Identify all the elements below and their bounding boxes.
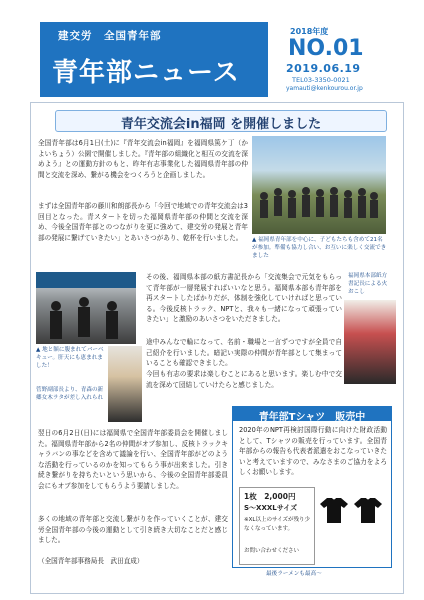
tshirt-price: 1枚 2,000円: [244, 492, 296, 501]
article1-paragraph1: 全国青年部は6月1日(土)に『青年交流会in福岡』を福岡県篤ケ丁（かよいちょう）公園で開催しました。『青年部の組織化と相互の交流を深めよう』との運動方針のもと、昨年有志事業化した福岡県青年部の仲間と交流を深め、繋がる機会をつくろうと企画しました。: [38, 139, 248, 179]
man-photo-caption: 菅野副部長より、青森の新郷女木ラタが差し入れられ: [36, 387, 104, 401]
tshirt-contact-note: お問い合わせください: [244, 548, 300, 554]
article3-paragraph1: 翌日の6月2日(日)には福岡県で全国青年部委員会を開催しました。福岡県青年部から2名の仲間がオブ参加し、反核トラックキャラバンの事などを含めて議論を行い、全国青年部がどのような活動を行っているのかを知ってもらう事が出来ました。引き続き繋がりを持ちたいという思いから、今後の全国青年部委員会にもオブ参加をしてもらうよう要請しました。: [38, 429, 228, 490]
issue-number: NO.01: [288, 36, 364, 61]
article2-paragraph2: 途中みんなで輪になって、名前・職場と一言ずつですが全員で自己紹介を行いました。暗記い実際の仲間が青年部として集まっていることも確認できました。: [146, 338, 342, 367]
article1-paragraph2: まずは全国青年部の藤川和朗部長から「今回で地域での青年交流会は3回目となった。青スタートを切った福岡県青年部の仲間と交流を深め、今後全国青年部とのつながりを更に強めて、建交労の発展と青年部の発展に繋げていきたい」とあいさつがあり、乾杯を行いました。: [38, 202, 248, 242]
tshirt-title: 青年部Tシャツ 販売中: [258, 412, 366, 423]
tshirt-front-icon: [319, 495, 349, 525]
email-address: yamauti@kenkourou.or.jp: [286, 85, 363, 92]
tshirt-sale-box: [232, 406, 392, 568]
masthead: [40, 22, 392, 97]
price-box: [239, 487, 315, 565]
tshirt-title-bar: [233, 407, 391, 421]
man-photo: [108, 346, 142, 422]
ryosuke-photo-caption: 福岡県本部紙方書記長による火おこし: [348, 273, 388, 295]
article2-paragraph1: その後、福岡県本部の紙方書記長から「交流集会で元気をもらって青年部が一層発展すればいいなと思う。福岡県本部も青年部を再スタートしたばかりだが、体制を強化していければと思っている。今後反核トラック、NPTと、我々も一緒になって頑張っていきたい」と激励のあいさつをいただきました。: [146, 273, 342, 323]
masthead-banner: [40, 22, 268, 97]
tshirt-note: ※XL以上のサイズが残り少なくなっています。: [244, 517, 311, 532]
headline: 青年交流会in福岡 を開催しました: [120, 117, 322, 132]
phone-number: TEL03-3350-0021: [292, 76, 350, 84]
article3-paragraph2: 多くの地域の青年部と交流し繋がりを作っていくことが、建交労全国青年部の今後の運動として引き続き大切なことだと感じました。: [38, 515, 228, 544]
tshirt-sizes: S～XXXLサイズ: [244, 504, 298, 512]
fiscal-year: 2018年度: [290, 27, 329, 36]
issue-info: [270, 22, 392, 97]
fire-starting-photo: [344, 300, 396, 384]
bbq-photo: [36, 272, 136, 344]
ramen-caption: 最後ラーメンも最高〜: [266, 571, 322, 577]
article2-paragraph3: 今回も有志の要求は楽しむことにあると思います。楽しむ中で交流を深めて団結していけたらと感じました。: [146, 370, 342, 389]
issue-date: 2019.06.19: [286, 62, 361, 75]
newsletter-title: 青年部ニュース: [52, 58, 240, 88]
article3-signature: （全国青年部事務局長 武田直成）: [38, 557, 144, 565]
bbq-photo-caption: ▲ 地と額に腹まれてバーベキュー。肝天にも恵まれました！: [36, 347, 104, 369]
headline-banner: [55, 110, 387, 132]
tshirt-back-icon: [353, 495, 383, 525]
group-photo-caption: ▲ 福岡県青年部を中心に、子どもたちも含めて21名が参加。準備も協力し合い、お互いに楽しく交流できました: [252, 237, 387, 259]
organization-name: 建交労 全国青年部: [58, 30, 162, 42]
tshirt-description: 2020年のNPT再検討国際行動に向けた財政活動として、Tシャツの販売を行っています。全国青年部からの報告も代表者派遣をおこなっていきたいと考えていますので、みなさまのご協力をよろしくお願いします。: [239, 426, 387, 476]
group-photo: [252, 136, 386, 234]
